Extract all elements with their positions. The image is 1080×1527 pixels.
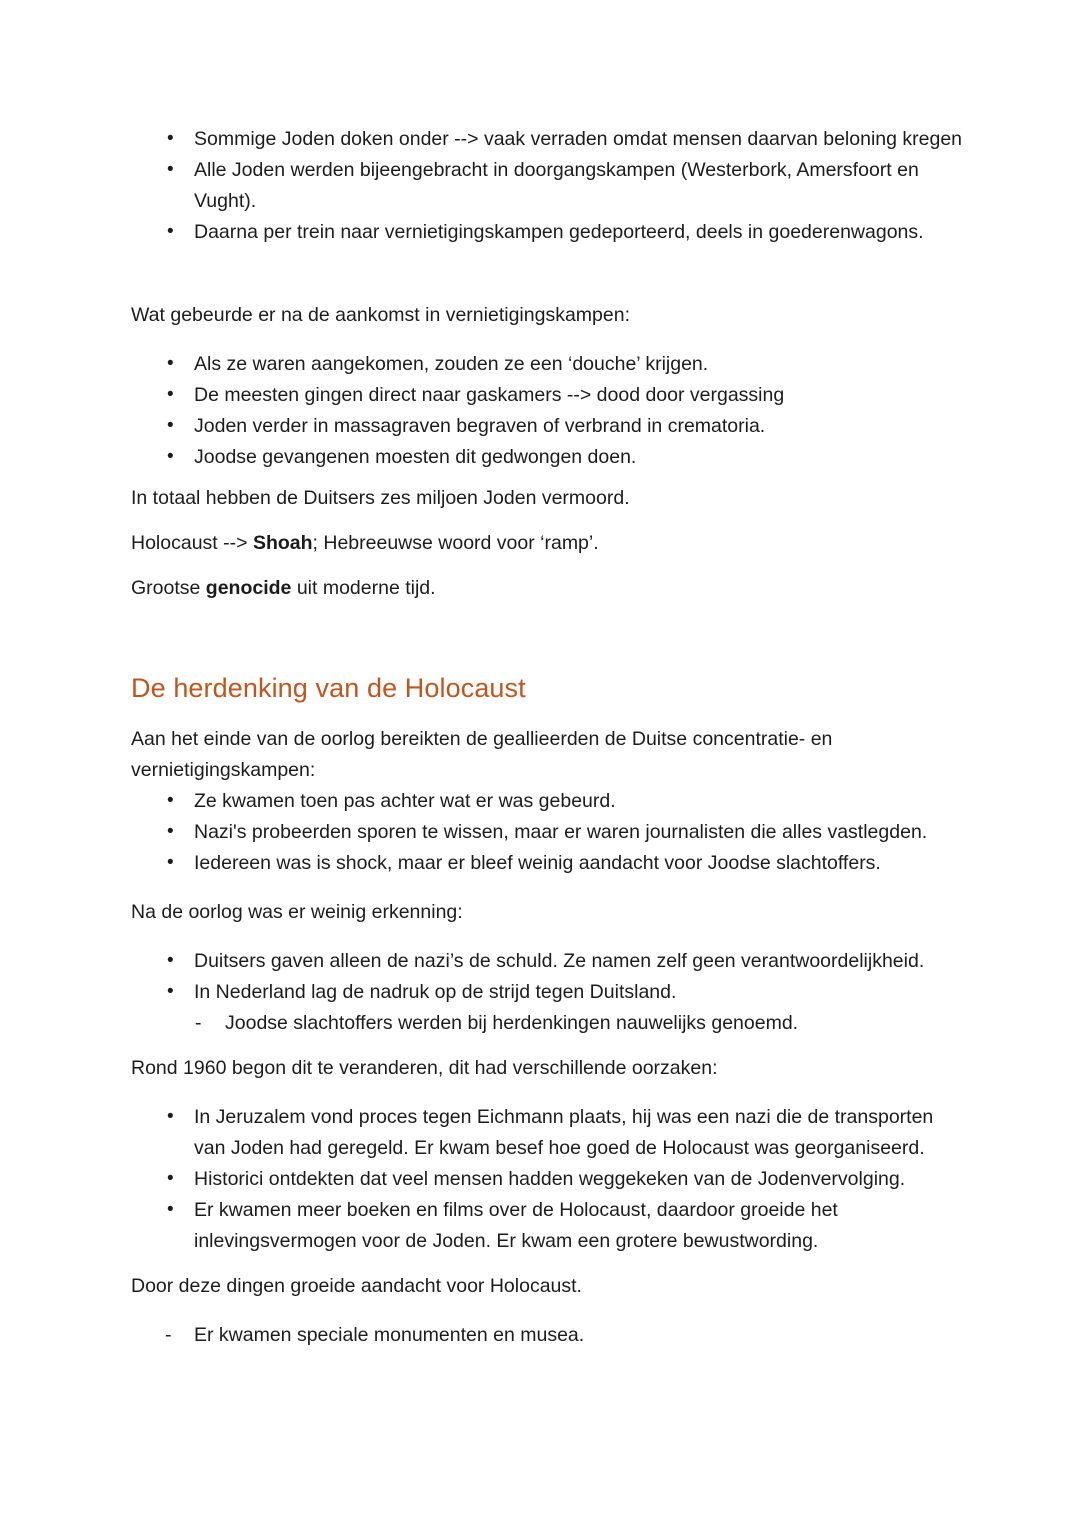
spacer [131, 604, 970, 670]
genocide-paragraph [131, 573, 970, 604]
shoah-text-after: ; Hebreeuwse woord voor ‘ramp’. [312, 532, 599, 554]
attention-paragraph: Door deze dingen groeide aandacht voor Holocaust. [131, 1275, 582, 1297]
genocide-text-after: uit moderne tijd. [291, 577, 436, 599]
total-victims-paragraph: In totaal hebben de Duitsers zes miljoen Joden vermoord. [131, 487, 630, 509]
spacer [131, 473, 970, 483]
change-intro-paragraph: Rond 1960 begon dit te veranderen, dit had verschillende oorzaken: [131, 1057, 718, 1079]
list-item: • Daarna per trein naar vernietigingskampen gedeporteerd, deels in goederenwagons. [131, 217, 970, 248]
allies-intro-paragraph: Aan het einde van de oorlog bereikten de geallieerden de Duitse concentratie- en vernietigingskampen: [131, 728, 833, 781]
list-item: • In Jeruzalem vond proces tegen Eichmann plaats, hij was een nazi die de transporten van Joden had geregeld. Er kwam besef hoe goed de Holocaust was georganiseerd. [131, 1102, 970, 1164]
arrival-intro-paragraph: Wat gebeurde er na de aankomst in vernietigingskampen: [131, 304, 630, 326]
spacer [131, 928, 970, 946]
recognition-intro-paragraph: Na de oorlog was er weinig erkenning: [131, 901, 463, 923]
shoah-text-before: Holocaust --> [131, 532, 253, 554]
genocide-term: genocide [205, 577, 292, 599]
spacer [131, 1084, 970, 1102]
genocide-text-before: Grootse [131, 577, 206, 599]
list-item: • Ze kwamen toen pas achter wat er was gebeurd. [131, 786, 970, 817]
list-item: • De meesten gingen direct naar gaskamers --> dood door vergassing [131, 380, 970, 411]
list-item: • Historici ontdekten dat veel mensen hadden weggekeken van de Jodenvervolging. [131, 1164, 970, 1195]
spacer [131, 514, 970, 528]
page-title: De herdenking van de Holocaust [131, 673, 526, 703]
allies-bullet-list [131, 786, 970, 879]
intro-bullet-list [131, 124, 970, 248]
list-item: • Sommige Joden doken onder --> vaak verraden omdat mensen daarvan beloning kregen [131, 124, 970, 155]
spacer [131, 1039, 970, 1053]
list-item: • In Nederland lag de nadruk op de strijd tegen Duitsland. [131, 977, 970, 1008]
recognition-subdash-list [131, 1008, 970, 1039]
spacer [131, 1257, 970, 1271]
list-item: • Er kwamen meer boeken en films over de Holocaust, daardoor groeide het inlevingsvermogen voor de Joden. Er kwam een grotere bewustwording. [131, 1195, 970, 1257]
spacer [131, 248, 970, 300]
document-body [131, 124, 970, 1351]
shoah-term: Shoah [252, 532, 313, 554]
list-item: • Alle Joden werden bijeengebracht in doorgangskampen (Westerbork, Amersfoort en Vught). [131, 155, 970, 217]
recognition-bullet-list [131, 946, 970, 1008]
shoah-paragraph [131, 528, 970, 559]
list-item: • Iedereen was is shock, maar er bleef weinig aandacht voor Joodse slachtoffers. [131, 848, 970, 879]
list-item: • Als ze waren aangekomen, zouden ze een ‘douche’ krijgen. [131, 349, 970, 380]
spacer [131, 879, 970, 897]
list-item: • Joden verder in massagraven begraven of verbrand in crematoria. [131, 411, 970, 442]
spacer [131, 1302, 970, 1320]
list-item: • Duitsers gaven alleen de nazi’s de schuld. Ze namen zelf geen verantwoordelijkheid. [131, 946, 970, 977]
spacer [131, 706, 970, 724]
change-bullet-list [131, 1102, 970, 1257]
spacer [131, 559, 970, 573]
arrival-bullet-list [131, 349, 970, 473]
list-item: - Joodse slachtoffers werden bij herdenkingen nauwelijks genoemd. [131, 1008, 970, 1039]
list-item: • Nazi's probeerden sporen te wissen, maar er waren journalisten die alles vastlegden. [131, 817, 970, 848]
spacer [131, 331, 970, 349]
list-item: - Er kwamen speciale monumenten en musea. [131, 1320, 970, 1351]
attention-dash-list [131, 1320, 970, 1351]
list-item: • Joodse gevangenen moesten dit gedwongen doen. [131, 442, 970, 473]
